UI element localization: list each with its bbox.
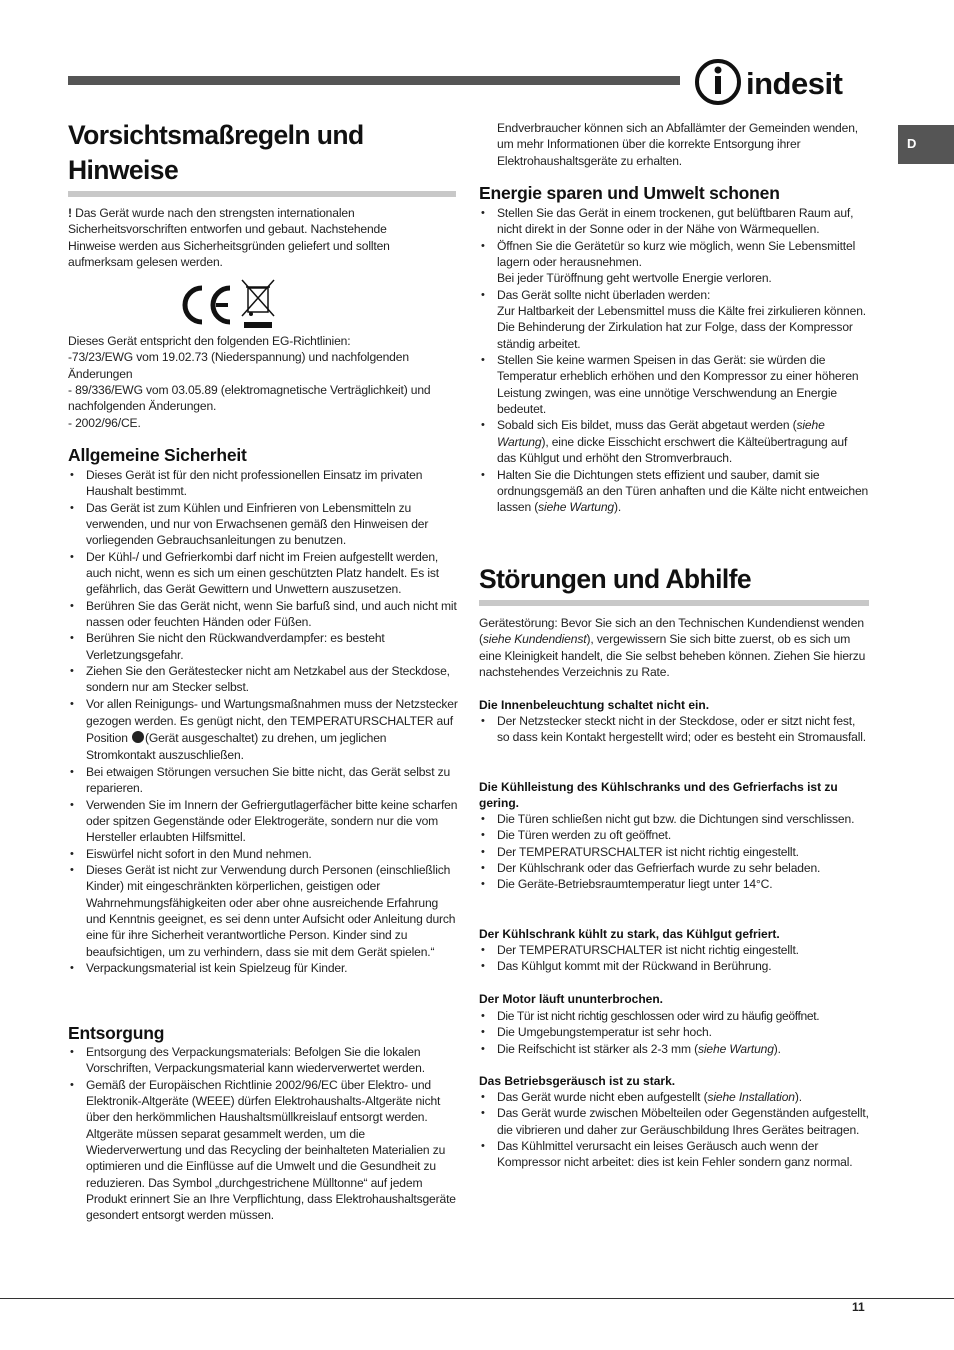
- list-item: • Der TEMPERATURSCHALTER ist nicht richtig eingestellt.: [479, 942, 869, 958]
- warning-mark: !: [68, 206, 72, 220]
- list-item: [479, 1041, 869, 1057]
- list-item: [68, 696, 458, 764]
- energy-list: [479, 205, 869, 516]
- list-item: • Das Gerät wurde zwischen Möbelteilen oder Gegenständen aufgestellt, die vibrieren und daher zur Geräuschbildung Ihres Gerätes beitragen.: [479, 1105, 869, 1138]
- ce-weee-marks: [180, 276, 350, 332]
- list-item-text: Halten Sie die Dichtungen stets effizient und sauber, damit sie ordnungsgemäß an den Türen anhaften und die Kälte nicht entweichen lassen (: [497, 467, 869, 515]
- list-item: • Dieses Gerät ist nicht zur Verwendung durch Personen (einschließlich Kinder) mit eingeschränkten körperlichen, geistigen oder Wahrnehmungsfähigkeiten oder aber ohne ausreichende Erfahrung und Kenntnis geeignet, es sei denn unter Aufsicht oder Anleitung durch eine für ihre Sicherheit verantwortliche Person. Kinder sind zu beaufsichtigen, um zu verhindern, dass sie mit dem Gerät spielen.“: [68, 862, 458, 960]
- list-item: • Gemäß der Europäischen Richtlinie 2002/96/EC über Elektro- und Elektronik-Altgeräte (WEEE) dürfen Elektrohaushalts-Altgeräte nicht über den herkömmlichen Haushaltsmüllkreislauf entsorgt werden. Altgeräte müssen separat gesammelt werden, um die Wiederverwertung und das Recycling der beinhalteten Materialien zu optimieren und die Einflüsse auf die Umwelt und die Gesundheit zu reduzieren. Das Symbol „durchgestrichene Mülltonne“ auf jedem Produkt erinnert Sie an Ihre Verpflichtung, dass Elektrohaushaltsgeräte gesondert entsorgt werden müssen.: [68, 1077, 458, 1224]
- list-item-text: Die Reifschicht ist stärker als 2-3 mm (: [497, 1041, 698, 1056]
- list-item: • Berühren Sie das Gerät nicht, wenn Sie barfuß sind, und auch nicht mit nassen oder feuchten Händen oder Füßen.: [68, 598, 458, 631]
- directive-line: -73/23/EWG vom 19.02.73 (Niederspannung) und nachfolgenden Änderungen: [68, 350, 409, 381]
- heading-energy: Energie sparen und Umwelt schonen: [479, 183, 780, 203]
- list-item: • Der Kühlschrank oder das Gefrierfach wurde zu sehr beladen.: [479, 860, 869, 876]
- list-item: • Ziehen Sie den Gerätestecker nicht am Netzkabel aus der Steckdose, sondern nur am Stecker selbst.: [68, 663, 458, 696]
- safety-list: [68, 467, 458, 976]
- directive-line: - 89/336/EWG vom 03.05.89 (elektromagnetische Verträglichkeit) und nachfolgenden Änderungen.: [68, 383, 431, 414]
- ce-mark-icon: [180, 280, 240, 330]
- list-item: • Bei etwaigen Störungen versuchen Sie bitte nicht, das Gerät selbst zu reparieren.: [68, 764, 458, 797]
- cross-reference: siehe Installation: [707, 1090, 795, 1104]
- crossed-bin-icon: [238, 276, 278, 330]
- list-item-text: Zur Haltbarkeit der Lebensmittel muss die Kälte frei zirkulieren können. Die Behinderung der Zirkulation hat zur Folge, dass der Kompressor ständig arbeitet.: [497, 304, 866, 351]
- title-rule: [479, 600, 869, 606]
- troubleshooting-intro: [479, 615, 871, 680]
- list-item: • Das Kühlgut kommt mit der Rückwand in Berührung.: [479, 958, 869, 974]
- directive-line: - 2002/96/CE.: [68, 415, 141, 430]
- language-tab: D: [898, 125, 954, 164]
- list-item-text: Öffnen Sie die Gerätetür so kurz wie möglich, wenn Sie Lebensmittel lagern oder herausnehmen.: [497, 238, 856, 270]
- list-item: • Das Gerät ist zum Kühlen und Einfrieren von Lebensmitteln zu verwenden, und nur von Erwachsenen gemäß den Hinweisen der vorliegenden Gebrauchsanleitungen zu benutzen.: [68, 500, 458, 549]
- list-item: [479, 238, 869, 287]
- list-item: • Die Tür ist nicht richtig geschlossen oder wird zu häufig geöffnet.: [479, 1008, 869, 1024]
- cross-reference: siehe Kundendienst: [482, 632, 587, 647]
- list-item: [68, 630, 458, 663]
- list-item-text: Sobald sich Eis bildet, muss das Gerät abgetaut werden (: [497, 418, 797, 433]
- section-title-precautions: Vorsichtsmaßregeln und Hinweise: [68, 120, 364, 185]
- disposal-list: [68, 1044, 458, 1224]
- indesit-logo: [694, 58, 869, 106]
- list-item: • Verwenden Sie im Innern der Gefriergutlagerfächer bitte keine scharfen oder spitzen Gegenstände oder Elektrogeräte, sondern nur die vom Hersteller erlaubten Hilfsmittel.: [68, 797, 458, 846]
- intro-paragraph: [68, 205, 428, 270]
- list-item-text: ).: [613, 500, 622, 515]
- list-item: • Dieses Gerät ist für den nicht professionellen Einsatz im privaten Haushalt bestimmt.: [68, 467, 458, 500]
- list-item: • Stellen Sie das Gerät in einem trockenen, gut belüftbaren Raum auf, nicht direkt in der Sonne oder in der Nähe von Wärmequellen.: [479, 205, 869, 238]
- list-item-text: ).: [773, 1041, 781, 1056]
- intro-text: Gerätestörung: Bevor Sie sich an den Technischen Kundendienst wenden (: [479, 616, 864, 647]
- list-item-text: Das Gerät sollte nicht überladen werden:: [497, 287, 711, 302]
- directive-line: Dieses Gerät entspricht den folgenden EG-Richtlinien:: [68, 334, 351, 348]
- footer-rule: [0, 1298, 954, 1299]
- intro-text: ), vergewissern Sie sich bitte zuerst, ob es sich um eine Kleinigkeit handelt, die Sie selbst beheben können. Ziehen Sie hierzu nachstehendes Verzeichnis zu Rate.: [479, 632, 866, 680]
- list-item: • Die Umgebungstemperatur ist sehr hoch.: [479, 1024, 869, 1040]
- brand-text: indesit: [746, 66, 843, 101]
- list-item: • Das Kühlmittel verursacht ein leises Geräusch auch wenn der Kompressor nicht arbeitet: dies ist kein Fehler sondern ganz normal.: [479, 1138, 869, 1171]
- problem-heading: Der Kühlschrank kühlt zu stark, das Kühlgut gefriert.: [479, 927, 780, 941]
- problem-heading: Die Kühlleistung des Kühlschranks und des Gefrierfachs ist zu gering.: [479, 780, 838, 811]
- list-item: • Der TEMPERATURSCHALTER ist nicht richtig eingestellt.: [479, 844, 869, 860]
- problem-list: [479, 811, 869, 893]
- problem-heading: Der Motor läuft ununterbrochen.: [479, 992, 663, 1006]
- title-rule: [68, 191, 456, 197]
- list-item: [479, 467, 869, 516]
- directives-block: [68, 333, 456, 431]
- list-item: [479, 417, 869, 466]
- list-item: • Die Geräte-Betriebsraumtemperatur liegt unter 14°C.: [479, 876, 869, 892]
- heading-disposal: Entsorgung: [68, 1023, 165, 1043]
- heading-general-safety: Allgemeine Sicherheit: [68, 445, 247, 465]
- problem-list: [479, 942, 869, 975]
- list-item: • Entsorgung des Verpackungsmaterials: Befolgen Sie die lokalen Vorschriften, Verpackungsmaterial kann wiederverwertet werden.: [68, 1044, 458, 1077]
- intro-text: Das Gerät wurde nach den strengsten internationalen Sicherheitsvorschriften entworfen und gebaut. Nachstehende Hinweise werden aus Sicherheitsgründen geliefert und sollten aufmerksam gelesen werden.: [68, 206, 390, 270]
- list-item: • Die Türen schließen nicht gut bzw. die Dichtungen sind verschlissen.: [479, 811, 869, 827]
- page-number: 11: [852, 1300, 865, 1314]
- cross-reference: siehe Wartung: [538, 500, 614, 515]
- list-item-text: ), eine dicke Eisschicht erschwert die Kälteübertragung auf das Kühlgut und erhöht den Stromverbrauch.: [497, 434, 848, 466]
- disposal-continuation: Endverbraucher können sich an Abfallämter der Gemeinden wenden, um mehr Informationen über die korrekte Entsorgung ihrer Elektrohaushaltsgeräte zu erhalten.: [497, 121, 858, 168]
- list-item: [479, 1089, 869, 1105]
- problem-list: [479, 713, 869, 746]
- list-item-text: Berühren Sie nicht den Rückwandverdampfer: es besteht Verletzungsgefahr.: [86, 631, 385, 662]
- problem-heading: Die Innenbeleuchtung schaltet nicht ein.: [479, 698, 710, 712]
- list-item: [479, 287, 869, 352]
- list-item: • Stellen Sie keine warmen Speisen in das Gerät: sie würden die Temperatur erheblich erhöhen und den Kompressor zu einer höheren Leistung zwingen, was eine unnötige Verschwendung an Energie bedeutet.: [479, 352, 869, 417]
- problem-heading: Das Betriebsgeräusch ist zu stark.: [479, 1074, 676, 1088]
- header-bar: [68, 76, 680, 85]
- list-item-text: (Gerät ausgeschaltet) zu drehen, um jeglichen Stromkontakt auszuschließen.: [86, 730, 387, 762]
- list-item: • Der Kühl-/ und Gefrierkombi darf nicht im Freien aufgestellt werden, auch nicht, wenn es sich um einen geschützten Platz handelt. Es ist gefährlich, das Gerät Gewittern und Unwettern auszusetzen.: [68, 549, 458, 598]
- list-item: • Eiswürfel nicht sofort in den Mund nehmen.: [68, 846, 458, 862]
- list-item: • Die Türen werden zu oft geöffnet.: [479, 827, 869, 843]
- cross-reference: siehe Wartung: [497, 418, 825, 449]
- list-item: • Der Netzstecker steckt nicht in der Steckdose, oder er sitzt nicht fest, so dass kein Kontakt hergestellt wird; oder es besteht ein Stromausfall.: [479, 713, 869, 746]
- list-item-text: Bei jeder Türöffnung geht wertvolle Energie verloren.: [497, 271, 772, 286]
- list-item: • Verpackungsmaterial ist kein Spielzeug für Kinder.: [68, 960, 458, 976]
- problem-list: [479, 1008, 869, 1057]
- cross-reference: siehe Wartung: [697, 1041, 774, 1056]
- section-title-troubleshooting: Störungen und Abhilfe: [479, 564, 751, 594]
- off-position-icon: [132, 731, 144, 743]
- list-item-text: ).: [794, 1090, 802, 1104]
- list-item-text: Das Gerät wurde nicht eben aufgestellt (: [497, 1090, 708, 1104]
- list-item-text: Vor allen Reinigungs- und Wartungsmaßnahmen muss der Netzstecker gezogen werden. Es genügt nicht, den TEMPERATURSCHALTER auf Position: [86, 696, 458, 745]
- problem-list: [479, 1089, 869, 1171]
